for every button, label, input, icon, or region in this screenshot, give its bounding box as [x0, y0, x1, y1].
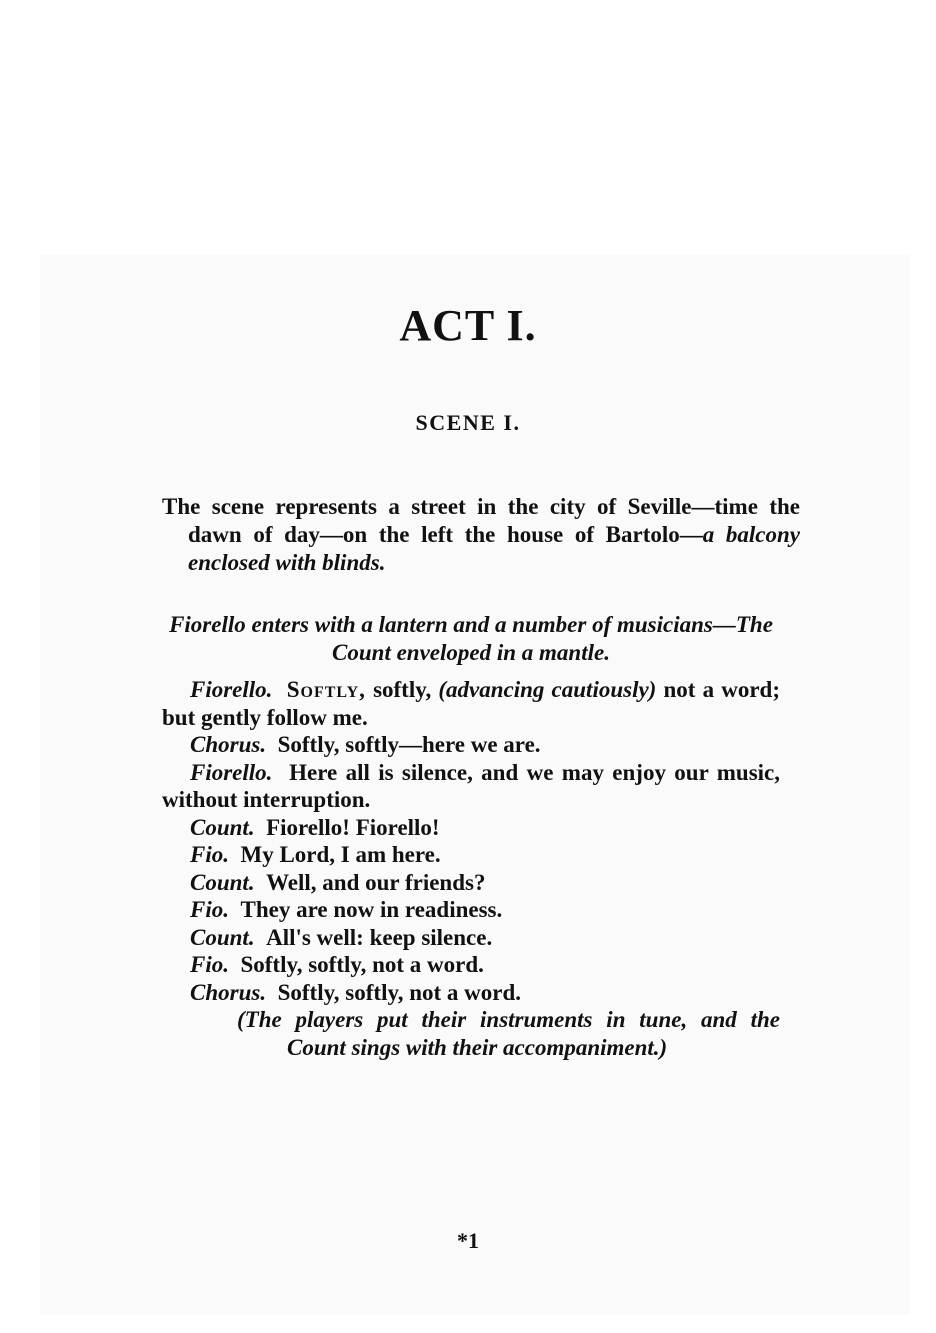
entrance-direction: Fiorello enters with a lantern and a number of musicians—The Count enveloped in a mantle. — [169, 612, 773, 665]
speaker-name: Chorus. — [190, 979, 267, 1005]
speaker-name: Fio. — [190, 897, 229, 922]
speech-text: Fiorello! Fiorello! — [266, 814, 440, 840]
speech-text: Well, and our friends? — [266, 869, 486, 895]
scene-setting — [162, 493, 800, 577]
stage-direction: (The players put their instruments in tune, and the Count sings with their accompaniment.) — [237, 1007, 780, 1060]
scene-title: SCENE I. — [415, 410, 521, 435]
page-number: *1 — [457, 1228, 479, 1253]
speech-line — [162, 759, 780, 814]
speech-line — [162, 814, 780, 842]
speaker-name: Count. — [190, 814, 255, 840]
speech-line — [162, 951, 780, 979]
setting-italic: a balcony enclosed with blinds. — [188, 522, 800, 575]
speech-text: They are now in readiness. — [240, 897, 503, 922]
opening-word: Softly, — [286, 677, 366, 702]
speaker-name: Count. — [190, 924, 255, 950]
speaker-name: Chorus. — [190, 732, 267, 757]
speech-line — [162, 731, 780, 759]
speaker-name: Count. — [190, 869, 255, 895]
speech-text: Here all is silence, and we may enjoy our music, without interruption. — [162, 759, 780, 812]
speech-text: Softly, softly, not a word. — [277, 979, 522, 1005]
inline-direction: (advancing cautiously) — [438, 677, 657, 702]
speech-text: Softly, softly—here we are. — [277, 732, 541, 757]
speaker-name: Fio. — [190, 952, 229, 977]
speech-text-continued: not a word; but gently follow me. — [162, 677, 780, 730]
speech-text: Softly, softly, not a word. — [240, 952, 484, 977]
setting-text: The scene represents a street in the city of Seville—time the dawn of day—on the left the house of Bartolo— — [162, 494, 800, 547]
speech-line — [162, 924, 780, 952]
dialogue — [162, 676, 780, 1061]
speech-text: My Lord, I am here. — [240, 842, 441, 867]
speaker-name: Fiorello. — [190, 759, 273, 785]
speaker-name: Fio. — [190, 842, 229, 867]
speech-text: All's well: keep silence. — [266, 924, 493, 950]
speech-line — [162, 676, 780, 731]
speaker-name: Fiorello. — [190, 677, 273, 702]
speech-line — [162, 896, 780, 924]
speech-line — [162, 979, 780, 1007]
speech-line — [162, 841, 780, 869]
act-title: ACT I. — [399, 301, 537, 350]
speech-line — [162, 869, 780, 897]
speech-text: softly, — [365, 677, 439, 702]
